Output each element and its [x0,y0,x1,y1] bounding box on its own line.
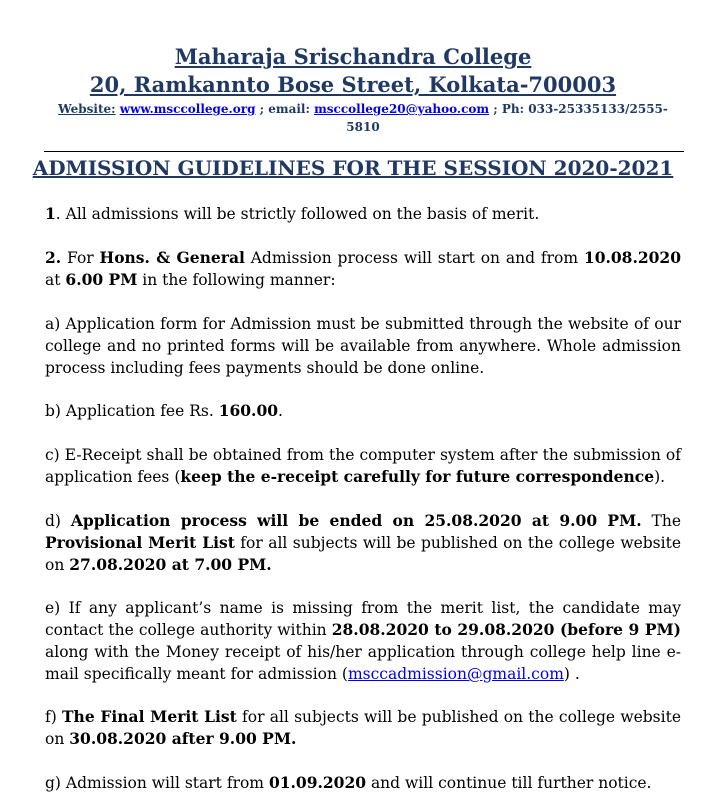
guideline-c [45,444,681,488]
start-time: 6.00 PM [65,270,138,289]
college-address: 20, Ramkannto Bose Street, Kolkata-700003 [89,72,617,97]
website-link[interactable]: www.msccollege.org [119,102,256,116]
guideline-1 [45,203,681,225]
guideline-bold-text: Hons. & General [99,248,245,267]
phone-label: ; Ph: [493,102,525,116]
admission-start-date: 01.09.2020 [268,773,367,792]
guideline-2 [45,247,681,291]
guideline-number: 1 [45,204,56,223]
guideline-bold-text: 30.08.2020 after 9.00 PM. [69,729,297,748]
guideline-a: a) Application form for Admission must be submitted through the website of our college and no printed forms will be available from anywhere. Whole admission process including fees payments should be done online. [45,315,681,377]
guideline-text: b) Application fee Rs. [45,402,219,420]
guideline-d [45,510,681,576]
guideline-text: along with the Money receipt of his/her application through college help line e-mail specifically meant for admission ( [45,643,681,683]
guideline-text: g) Admission will start from [45,774,269,792]
website-label: Website: [58,102,116,116]
header-divider [44,151,684,152]
guideline-bold-text: Application process will be ended on 25.08.2020 at 9.00 PM. [70,511,642,530]
guideline-text: For [61,249,100,267]
guideline-text: ) . [563,665,580,683]
guideline-bold-text: The Final Merit List [62,707,237,726]
guideline-text: in the following manner: [137,271,336,289]
phone-number: 033-25335133/2555-5810 [346,102,668,134]
contact-line [50,100,676,136]
application-fee: 160.00 [218,401,279,420]
guideline-bold-text: 27.08.2020 at 7.00 PM. [69,555,272,574]
guideline-bold-text: Provisional Merit List [45,533,235,552]
email-label: ; email: [259,102,310,116]
guideline-b [45,400,681,422]
admission-email-link[interactable]: msccadmission@gmail.com [347,665,564,683]
guideline-text: Admission process will start on and from [244,249,584,267]
guideline-number: 2. [45,248,62,267]
page-title: ADMISSION GUIDELINES FOR THE SESSION 2020-2021 [32,156,674,180]
email-link[interactable]: msccollege20@yahoo.com [314,102,490,116]
guideline-g [45,772,681,794]
college-name: Maharaja Srischandra College [174,44,532,69]
guideline-text: for all subjects will be published on the college website on [45,534,681,574]
guideline-f [45,706,681,750]
guideline-bold-text: 28.08.2020 to 29.08.2020 (before 9 PM) [331,620,681,639]
guideline-text: c) E-Receipt shall be obtained from the computer system after the submission of application fees ( [45,446,681,486]
guideline-text: d) [45,512,71,530]
guideline-e [45,597,681,685]
guideline-text: e) If any applicant’s name is missing from the merit list, the candidate may contact the college authority within [45,599,681,639]
guideline-text: and will continue till further notice. [366,774,652,792]
guideline-text: for all subjects will be published on the college website on [45,708,681,748]
guideline-text: ). [654,468,666,486]
guideline-text: . All admissions will be strictly followed on the basis of merit. [55,205,540,223]
guideline-text: . [278,402,283,420]
guideline-text: The [641,512,682,530]
start-date: 10.08.2020 [583,248,681,267]
guideline-text: at [45,271,66,289]
guideline-text: f) [45,708,63,726]
guideline-bold-text: keep the e-receipt carefully for future correspondence [180,467,655,486]
